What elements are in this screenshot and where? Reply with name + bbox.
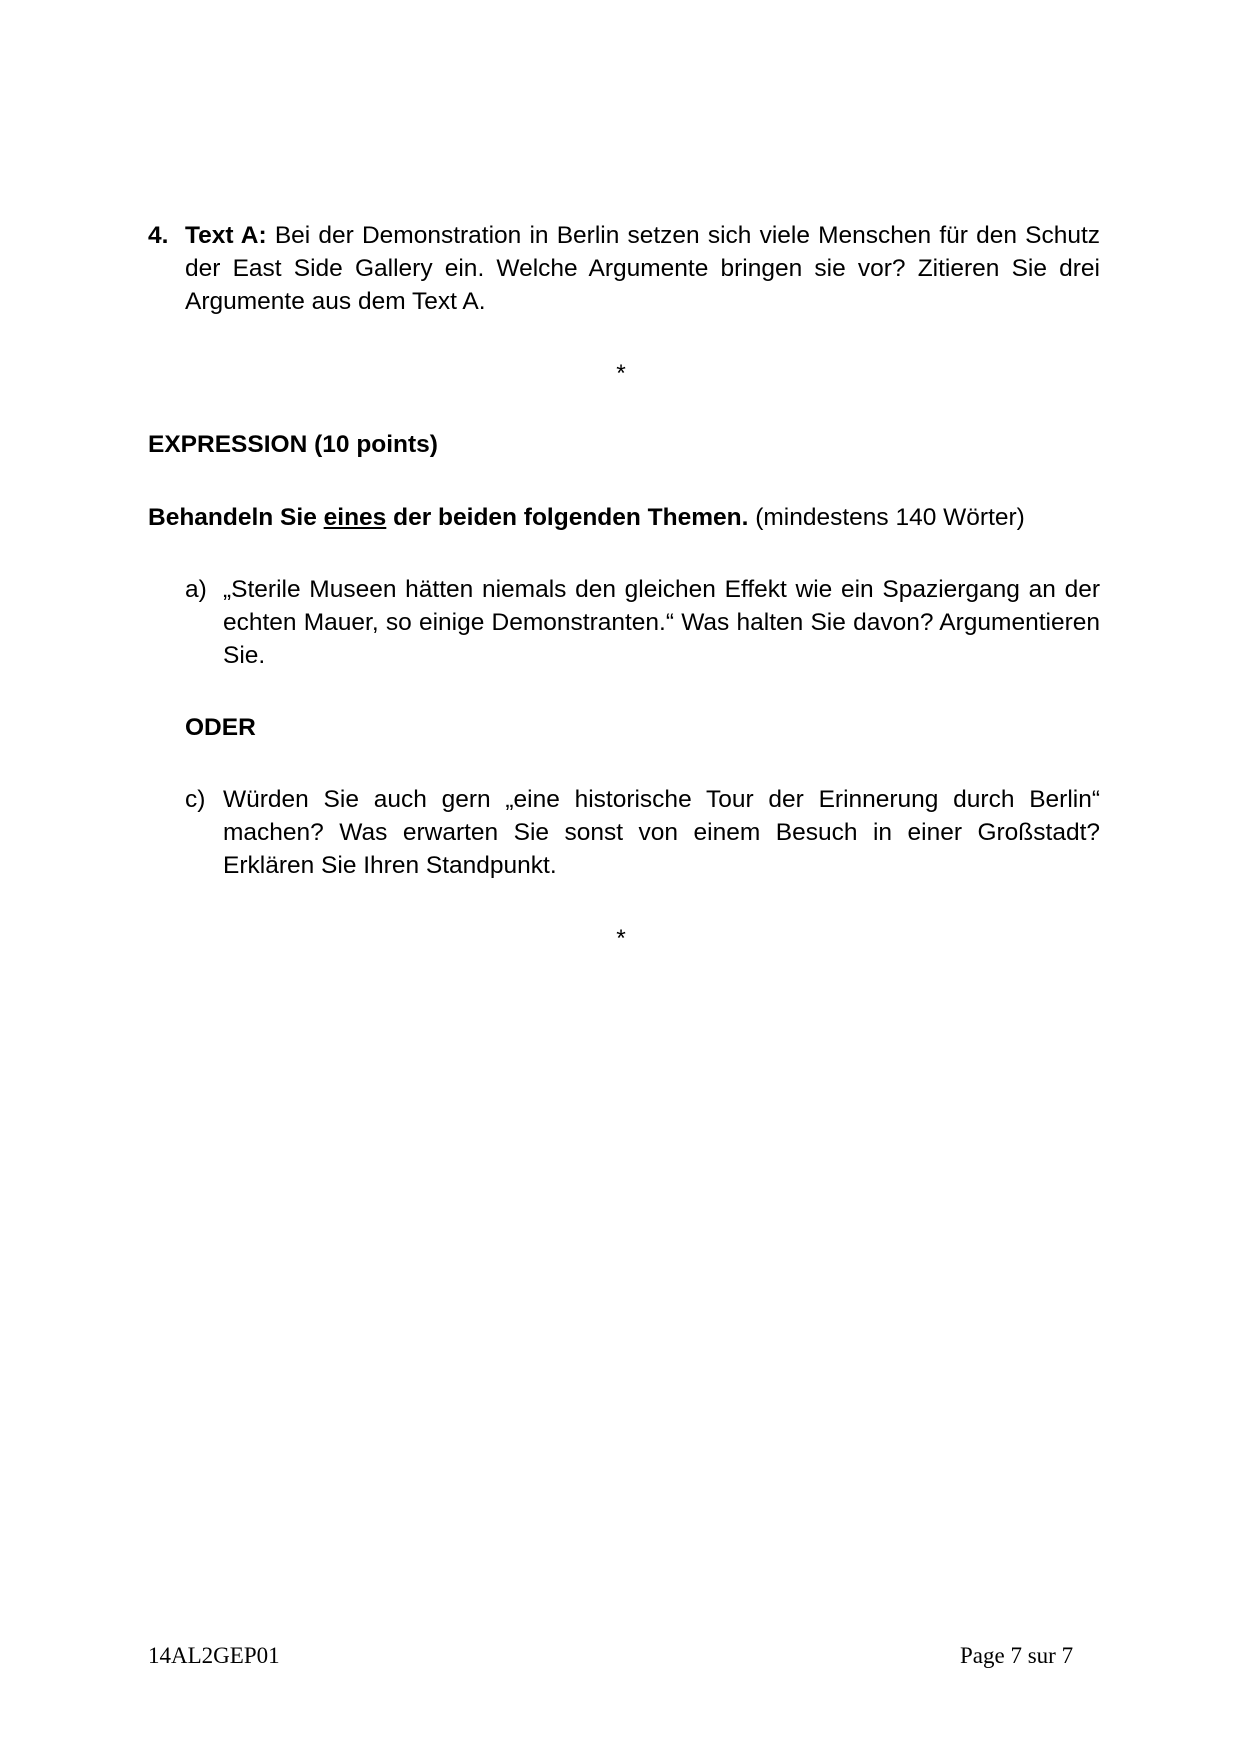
instruction xyxy=(148,501,1108,534)
question-label: Text A: xyxy=(185,222,267,249)
separator-star: * xyxy=(616,360,626,387)
instruction-prefix: Behandeln Sie xyxy=(148,504,317,531)
separator-star: * xyxy=(616,925,626,952)
topic-label: a) xyxy=(185,576,207,603)
instruction-underlined: eines xyxy=(323,504,387,531)
topic-text: „Sterile Museen hätten niemals den gleichen Effekt wie ein Spaziergang an der echten Mauer, so einige Demonstranten.“ Was halten Sie davon? Argumentieren Sie. xyxy=(223,576,1100,669)
topic-label: c) xyxy=(185,786,206,813)
topic-c xyxy=(185,783,1100,882)
question-4 xyxy=(148,219,1100,318)
question-text: Bei der Demonstration in Berlin setzen sich viele Menschen für den Schutz der East Side Gallery ein. Welche Argumente bringen sie vor? Zitieren Sie drei Argumente aus dem Text A. xyxy=(185,222,1101,315)
question-4-text-block xyxy=(185,219,1100,318)
instruction-note: (mindestens 140 Wörter) xyxy=(755,504,1025,531)
topic-text: Würden Sie auch gern „eine historische Tour der Erinnerung durch Berlin“ machen? Was erwarten Sie sonst von einem Besuch in einer Großstadt? Erklären Sie Ihren Standpunkt. xyxy=(223,786,1100,879)
footer-code: 14AL2GEP01 xyxy=(148,1643,280,1668)
question-number: 4. xyxy=(148,222,169,249)
section-heading: EXPRESSION (10 points) xyxy=(148,431,438,458)
or-label: ODER xyxy=(185,714,256,741)
footer-page-number: Page 7 sur 7 xyxy=(960,1643,1074,1668)
instruction-suffix: der beiden folgenden Themen. xyxy=(393,504,749,531)
topic-a xyxy=(185,573,1100,672)
